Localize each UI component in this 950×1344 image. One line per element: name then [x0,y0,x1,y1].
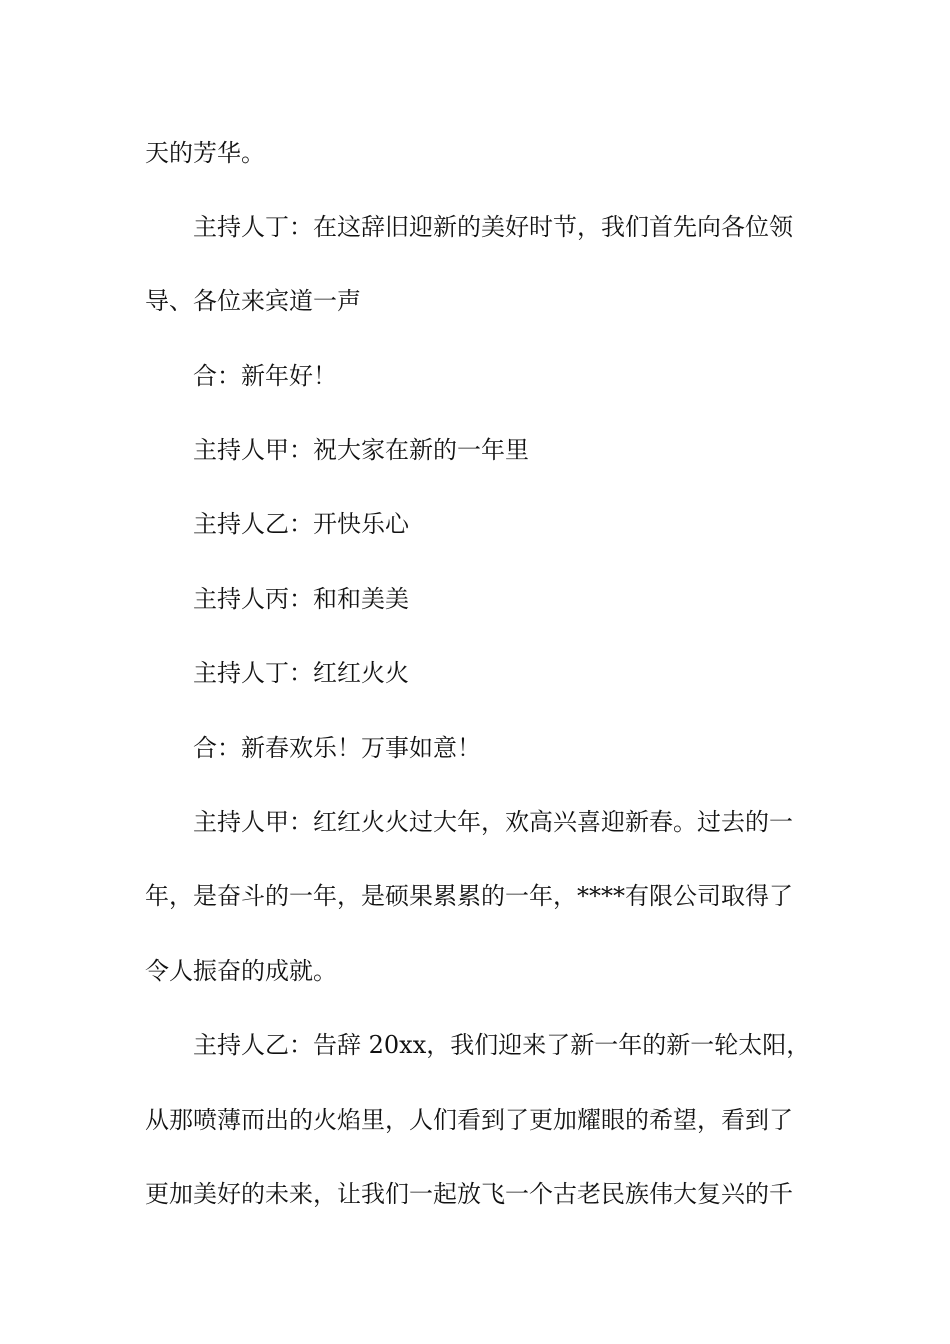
text-line: 导、各位来宾道一声 [145,287,361,315]
text-line: 主持人丁：在这辞旧迎新的美好时节，我们首先向各位领 [193,213,793,241]
text-line: 主持人乙：告辞 20xx，我们迎来了新一年的新一轮太阳， [193,1031,811,1059]
text-line: 年，是奋斗的一年，是硕果累累的一年，****有限公司取得了 [145,882,793,910]
text-line: 主持人乙：开快乐心 [193,510,409,538]
text-line: 主持人丙：和和美美 [193,585,409,613]
text-line: 主持人甲：祝大家在新的一年里 [193,436,529,464]
text-line: 令人振奋的成就。 [145,957,337,985]
text-line: 主持人丁：红红火火 [193,659,409,687]
text-line: 天的芳华。 [145,139,265,167]
text-line: 更加美好的未来，让我们一起放飞一个古老民族伟大复兴的千 [145,1180,793,1208]
text-line: 从那喷薄而出的火焰里，人们看到了更加耀眼的希望，看到了 [145,1106,793,1134]
text-line: 合：新春欢乐！万事如意！ [193,734,481,762]
text-line: 主持人甲：红红火火过大年，欢高兴喜迎新春。过去的一 [193,808,793,836]
text-line: 合：新年好！ [193,362,337,390]
